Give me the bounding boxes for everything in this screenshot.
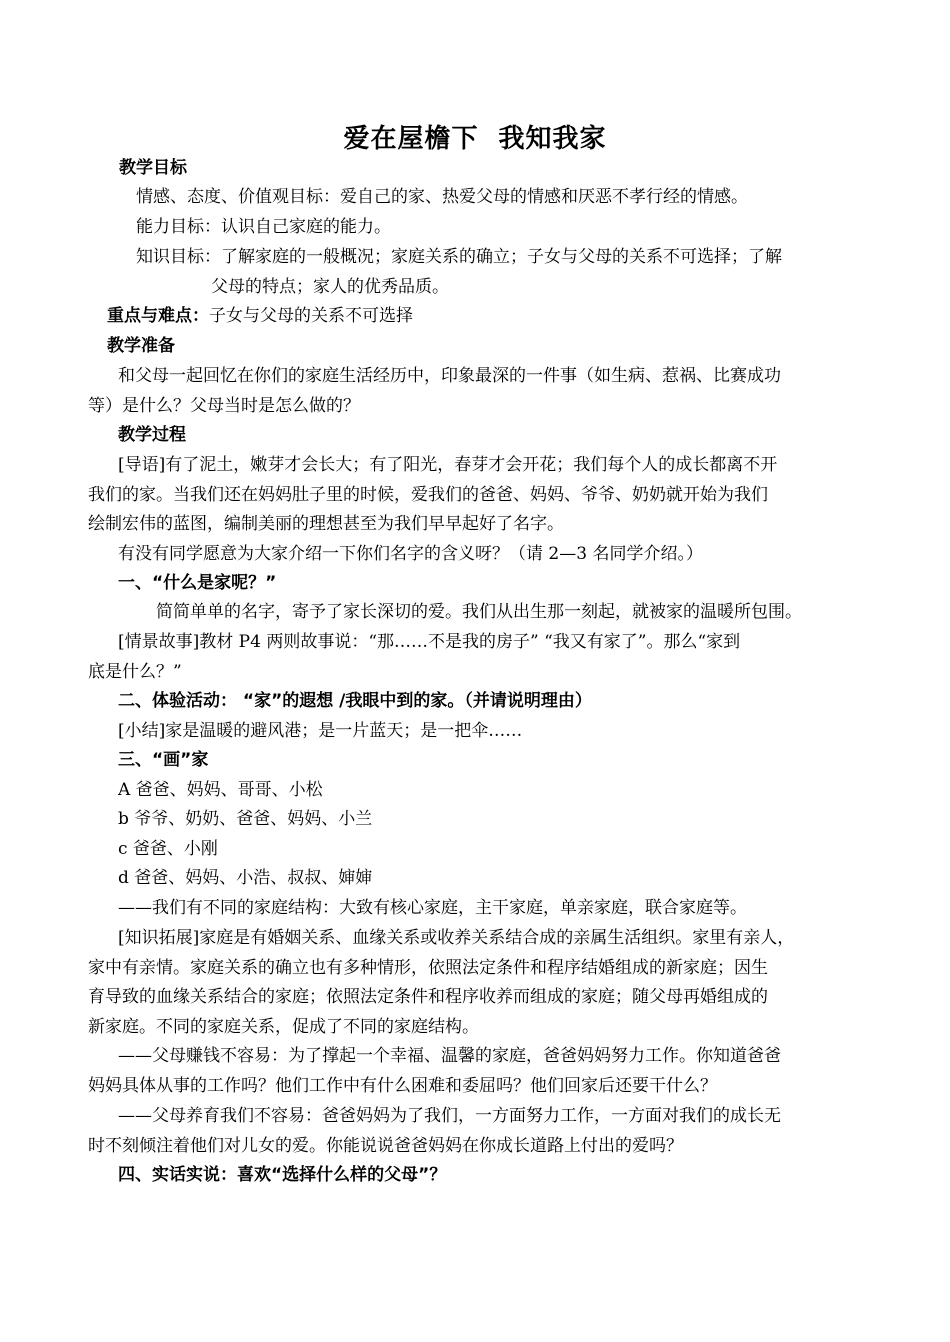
prep-line-1: 和父母一起回忆在你们的家庭生活经历中，印象最深的一件事（如生病、惹祸、比赛成功 xyxy=(118,366,781,386)
page-title: 爱在屋檐下 我知我家 xyxy=(343,124,607,154)
extension-line-2: 家中有亲情。家庭关系的确立也有多种情形，依照法定条件和程序结婚组成的新家庭；因生 xyxy=(88,958,768,978)
raising-line-1: ——父母养育我们不容易：爸爸妈妈为了我们，一方面努力工作，一方面对我们的成长无 xyxy=(118,1106,781,1126)
goal-emotion: 情感、态度、价值观目标：爱自己的家、热爱父母的情感和厌恶不孝行经的情感。 xyxy=(136,187,748,207)
key-points xyxy=(107,305,413,327)
prep-line-2: 等）是什么？父母当时是怎么做的？ xyxy=(88,396,360,416)
intro-line-1: [导语]有了泥土，嫩芽才会长大；有了阳光，春芽才会开花；我们每个人的成长都离不开 xyxy=(118,455,778,475)
section-3-heading: 三、“画”家 xyxy=(118,750,209,770)
family-item: b 爷爷、奶奶、爸爸、妈妈、小兰 xyxy=(118,809,373,829)
section-1-heading: 一、“什么是家呢？” xyxy=(118,573,277,593)
section-2-heading: 二、体验活动： “家”的遐想 /我眼中到的家。（并请说明理由） xyxy=(118,691,592,711)
story-line-2: 底是什么？” xyxy=(88,662,182,682)
raising-line-2: 时不刻倾注着他们对儿女的爱。你能说说爸爸妈妈在你成长道路上付出的爱吗？ xyxy=(88,1136,683,1156)
prep-heading: 教学准备 xyxy=(107,336,175,356)
goal-knowledge-line-2: 父母的特点；家人的优秀品质。 xyxy=(211,277,449,297)
family-structures: ——我们有不同的家庭结构：大致有核心家庭，主干家庭，单亲家庭，联合家庭等。 xyxy=(118,898,747,918)
extension-line-4: 新家庭。不同的家庭关系，促成了不同的家庭结构。 xyxy=(88,1017,479,1037)
goals-heading: 教学目标 xyxy=(119,158,187,178)
earning-line-1: ——父母赚钱不容易：为了撑起一个幸福、温馨的家庭，爸爸妈妈努力工作。你知道爸爸 xyxy=(118,1046,781,1066)
family-item: d 爸爸、妈妈、小浩、叔叔、婶婶 xyxy=(118,868,373,888)
story-line-1: [情景故事]教材 P4 两则故事说：“那……不是我的房子” “我又有家了”。那么“家到 xyxy=(118,632,741,652)
extension-line-1: [知识拓展]家庭是有婚姻关系、血缘关系或收养关系结合成的亲属生活组织。家里有亲人， xyxy=(118,928,795,948)
section-1-paragraph: 简简单单的名字，寄予了家长深切的爱。我们从出生那一刻起，就被家的温暖所包围。 xyxy=(156,602,802,622)
section-2-summary: [小结]家是温暖的避风港；是一片蓝天；是一把伞…… xyxy=(118,721,523,741)
names-question: 有没有同学愿意为大家介绍一下你们名字的含义呀？（请 2—3 名同学介绍。） xyxy=(118,544,703,564)
process-heading: 教学过程 xyxy=(118,425,186,445)
key-points-text: 子女与父母的关系不可选择 xyxy=(209,306,413,326)
goal-knowledge-line-1: 知识目标：了解家庭的一般概况；家庭关系的确立；子女与父母的关系不可选择；了解 xyxy=(136,247,782,267)
intro-line-2: 我们的家。当我们还在妈妈肚子里的时候，爱我们的爸爸、妈妈、爷爷、奶奶就开始为我们 xyxy=(88,485,768,505)
goal-ability: 能力目标：认识自己家庭的能力。 xyxy=(136,217,391,237)
family-item: c 爸爸、小刚 xyxy=(118,839,218,859)
intro-line-3: 绘制宏伟的蓝图，编制美丽的理想甚至为我们早早起好了名字。 xyxy=(88,514,564,534)
section-4-heading: 四、实话实说：喜欢“选择什么样的父母”？ xyxy=(118,1165,447,1185)
earning-line-2: 妈妈具体从事的工作吗？他们工作中有什么困难和委屈吗？他们回家后还要干什么？ xyxy=(88,1076,717,1096)
extension-line-3: 育导致的血缘关系结合的家庭；依照法定条件和程序收养而组成的家庭；随父母再婚组成的 xyxy=(88,987,768,1007)
family-item: A 爸爸、妈妈、哥哥、小松 xyxy=(118,780,323,800)
key-points-label: 重点与难点： xyxy=(107,306,209,326)
